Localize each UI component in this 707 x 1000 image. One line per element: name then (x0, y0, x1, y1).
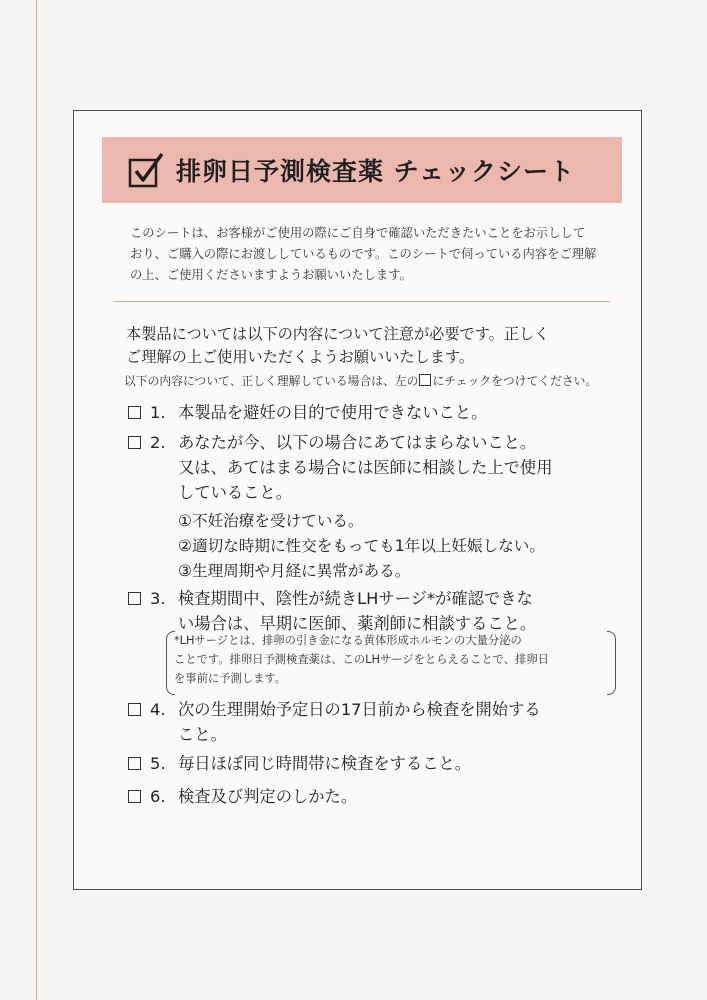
item-text (178, 784, 608, 809)
check-sheet (73, 110, 642, 890)
instruction-after: にチェックをつけてください。 (432, 374, 598, 388)
item-number: 5. (150, 754, 166, 773)
divider (114, 301, 610, 302)
footnote-line: *LHサージとは、排卵の引き金になる黄体形成ホルモンの大量分泌の (174, 634, 522, 647)
notice-text (126, 323, 626, 369)
checkbox-6[interactable] (128, 790, 141, 803)
checkbox-2[interactable] (128, 436, 141, 449)
item-text (178, 586, 608, 636)
checkbox-1[interactable] (128, 406, 141, 419)
checkbox-5[interactable] (128, 757, 141, 770)
check-item-4 (128, 697, 608, 747)
instruction-before: 以下の内容について、正しく理解している場合は、左の (124, 374, 419, 388)
intro-line: このシートは、お客様がご使用の際にご自身で確認いただきたいことをお示しして (130, 226, 585, 240)
checkmark-box-icon (128, 152, 164, 188)
sub-conditions (178, 509, 618, 584)
footnote-line: ことです。排卵日予測検査薬は、このLHサージをとらえることで、排卵日 (174, 653, 549, 666)
item-text (178, 697, 608, 747)
instruction-text (124, 373, 634, 389)
intro-text (130, 223, 620, 286)
sub-condition: ②適切な時期に性交をもっても1年以上妊娠しない。 (178, 537, 545, 555)
bracket-left (166, 631, 175, 695)
item-line: していること。 (178, 483, 292, 502)
check-item-2 (128, 430, 608, 505)
checkbox-3[interactable] (128, 592, 141, 605)
item-line: 検査及び判定のしかた。 (178, 787, 358, 806)
sub-condition: ①不妊治療を受けている。 (178, 512, 364, 530)
bracket-right (607, 631, 616, 695)
item-number: 2. (150, 433, 166, 452)
item-line: 本製品を避妊の目的で使用できないこと。 (178, 403, 488, 422)
page-title: 排卵日予測検査薬 チェックシート (176, 157, 575, 186)
item-text (178, 751, 608, 776)
check-item-5 (128, 751, 608, 776)
check-item-6 (128, 784, 608, 809)
item-line: い場合は、早期に医師、薬剤師に相談すること。 (178, 614, 537, 633)
notice-line: 本製品については以下の内容について注意が必要です。正しく (126, 325, 550, 343)
item-number: 4. (150, 700, 166, 719)
item-line: あなたが今、以下の場合にあてはまらないこと。 (178, 433, 537, 452)
lh-surge-footnote (174, 631, 592, 688)
title-banner (102, 137, 622, 203)
intro-line: の上、ご使用くださいますようお願いいたします。 (130, 268, 412, 282)
item-number: 3. (150, 589, 166, 608)
margin-line (36, 0, 37, 1000)
item-line: 又は、あてはまる場合には医師に相談した上で使用 (178, 458, 553, 477)
notice-line: ご理解の上ご使用いただくようお願いいたします。 (126, 348, 475, 366)
footnote-line: を事前に予測します。 (174, 672, 287, 685)
checkbox-symbol-icon (419, 374, 431, 386)
intro-line: おり、ご購入の際にお渡ししているものです。このシートで伺っている内容をご理解 (130, 247, 597, 261)
check-item-3 (128, 586, 608, 636)
item-line: 毎日ほぼ同じ時間帯に検査をすること。 (178, 754, 472, 773)
item-text (178, 430, 608, 505)
item-line: こと。 (178, 725, 227, 744)
checkbox-4[interactable] (128, 703, 141, 716)
sub-condition: ③生理周期や月経に異常がある。 (178, 562, 411, 580)
item-line: 次の生理開始予定日の17日前から検査を開始する (178, 700, 541, 719)
item-number: 1. (150, 403, 166, 422)
check-item-1 (128, 400, 608, 425)
item-text (178, 400, 608, 425)
item-line: 検査期間中、陰性が続きLHサージ*が確認できな (178, 589, 533, 608)
item-number: 6. (150, 787, 166, 806)
